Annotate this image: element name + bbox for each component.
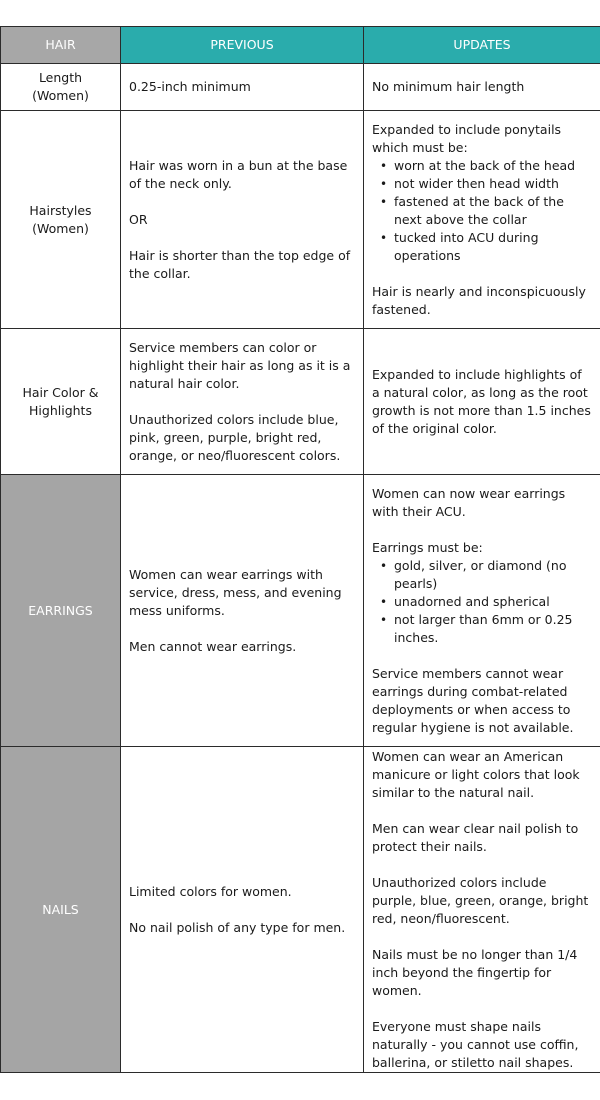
row-label: Hair Color & Highlights	[1, 329, 121, 475]
previous-text: Hair is shorter than the top edge of the collar.	[129, 247, 351, 281]
updates-text: Expanded to include highlights of a natural color, as long as the root growth is not more than 1.5 inches of the original color.	[372, 366, 591, 436]
updates-cell	[364, 111, 600, 329]
updates-text: Men can wear clear nail polish to protect their nails.	[372, 820, 579, 854]
bullet-item: • gold, silver, or diamond (no pearls)	[394, 557, 592, 593]
updates-text: Unauthorized colors include purple, blue, green, orange, bright red, neon/fluorescent.	[372, 874, 589, 926]
previous-cell	[121, 64, 364, 111]
previous-text: Hair was worn in a bun at the base of the neck only.	[129, 157, 348, 191]
row-label: Length (Women)	[1, 64, 121, 111]
previous-text: OR	[129, 211, 148, 227]
updates-cell	[364, 64, 600, 111]
bullet-item: • fastened at the back of the next above the collar	[394, 193, 592, 229]
header-previous: PREVIOUS	[121, 27, 364, 64]
previous-cell	[121, 747, 364, 1073]
hair-policy-table	[0, 26, 600, 1073]
previous-text: 0.25-inch minimum	[129, 79, 251, 94]
previous-cell	[121, 475, 364, 747]
previous-cell	[121, 111, 364, 329]
header-hair: HAIR	[1, 27, 121, 64]
previous-text: Women can wear earrings with service, dress, mess, and evening mess uniforms.	[129, 566, 342, 618]
updates-cell	[364, 475, 600, 747]
updates-text: Women can wear an American manicure or light colors that look similar to the natural nail.	[372, 748, 580, 800]
updates-cell	[364, 747, 600, 1073]
updates-bullet-list	[372, 157, 592, 265]
table-row	[1, 329, 600, 475]
updates-cell	[364, 329, 600, 475]
row-label: EARRINGS	[1, 475, 121, 747]
updates-text: Nails must be no longer than 1/4 inch beyond the fingertip for women.	[372, 946, 578, 998]
updates-text: Everyone must shape nails naturally - you cannot use coffin, ballerina, or stiletto nail shapes.	[372, 1018, 579, 1070]
header-updates: UPDATES	[364, 27, 600, 64]
previous-text: Service members can color or highlight their hair as long as it is a natural hair color.	[129, 339, 351, 391]
updates-text: Expanded to include ponytails which must be:	[372, 121, 562, 155]
bullet-item: • worn at the back of the head	[394, 157, 592, 175]
updates-text: Hair is nearly and inconspicuously fastened.	[372, 283, 586, 317]
previous-cell	[121, 329, 364, 475]
previous-text: No nail polish of any type for men.	[129, 919, 346, 935]
updates-text: Earrings must be:	[372, 539, 483, 555]
bullet-item: • unadorned and spherical	[394, 593, 592, 611]
bullet-item: • not wider then head width	[394, 175, 592, 193]
bullet-item: • not larger than 6mm or 0.25 inches.	[394, 611, 592, 647]
updates-text: No minimum hair length	[372, 79, 525, 94]
updates-text: Women can now wear earrings with their ACU.	[372, 485, 566, 519]
previous-text: Unauthorized colors include blue, pink, green, purple, bright red, orange, or neo/fluorescent colors.	[129, 411, 341, 463]
updates-text: Service members cannot wear earrings during combat-related deployments or when access to regular hygiene is not available.	[372, 665, 574, 735]
table-row	[1, 475, 600, 747]
header-row	[1, 27, 600, 64]
row-label: Hairstyles (Women)	[1, 111, 121, 329]
table-row	[1, 747, 600, 1073]
previous-text: Limited colors for women.	[129, 883, 292, 899]
row-label: NAILS	[1, 747, 121, 1073]
table-row	[1, 64, 600, 111]
previous-text: Men cannot wear earrings.	[129, 638, 297, 654]
bullet-item: • tucked into ACU during operations	[394, 229, 592, 265]
table-row	[1, 111, 600, 329]
updates-bullet-list	[372, 557, 592, 647]
